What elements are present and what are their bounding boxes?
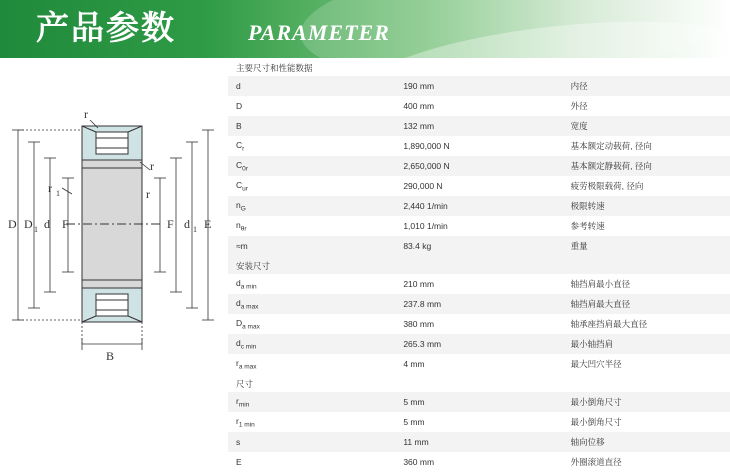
row-description: 最小倒角尺寸 bbox=[563, 412, 730, 432]
table-row bbox=[228, 236, 730, 256]
row-symbol: $r_{a max}$ bbox=[228, 354, 395, 374]
row-description: 轴挡肩最小直径 bbox=[563, 274, 730, 294]
row-value: 360 mm bbox=[395, 452, 562, 472]
row-symbol: $d_{c min}$ bbox=[228, 334, 395, 354]
row-value: 5 mm bbox=[395, 392, 562, 412]
row-value: 132 mm bbox=[395, 116, 562, 136]
row-value: 210 mm bbox=[395, 274, 562, 294]
label-E: E bbox=[204, 217, 212, 231]
row-description: 最小轴挡肩 bbox=[563, 334, 730, 354]
table-row bbox=[228, 314, 730, 334]
svg-text:1: 1 bbox=[193, 225, 197, 234]
row-value: 237.8 mm bbox=[395, 294, 562, 314]
section-header-mounting bbox=[228, 256, 730, 274]
row-description: 外圈滚道直径 bbox=[563, 452, 730, 472]
table-row bbox=[228, 76, 730, 96]
row-value: 380 mm bbox=[395, 314, 562, 334]
row-value: 5 mm bbox=[395, 412, 562, 432]
row-symbol: E bbox=[228, 452, 395, 472]
row-symbol: d bbox=[228, 76, 395, 96]
row-description: 最大凹穴半径 bbox=[563, 354, 730, 374]
table-row bbox=[228, 392, 730, 412]
row-value: 11 mm bbox=[395, 432, 562, 452]
row-symbol: $D_{a max}$ bbox=[228, 314, 395, 334]
table-row bbox=[228, 294, 730, 314]
row-value: 1,010 1/min bbox=[395, 216, 562, 236]
section-header-main bbox=[228, 58, 730, 76]
table-row bbox=[228, 432, 730, 452]
label-B: B bbox=[106, 349, 115, 363]
row-description: 宽度 bbox=[563, 116, 730, 136]
page-title-en: PARAMETER bbox=[248, 20, 390, 45]
table-row bbox=[228, 156, 730, 176]
row-symbol: $r_{1 min}$ bbox=[228, 412, 395, 432]
row-description: 极限转速 bbox=[563, 196, 730, 216]
row-symbol: $C_{0r}$ bbox=[228, 156, 395, 176]
section-title-dimensions: 尺寸 bbox=[228, 374, 730, 392]
label-r-top: r bbox=[84, 107, 88, 121]
section-title-mounting: 安装尺寸 bbox=[228, 256, 730, 274]
row-symbol: $C_{ur}$ bbox=[228, 176, 395, 196]
bearing-drawing-svg bbox=[0, 58, 228, 475]
row-value: 4 mm bbox=[395, 354, 562, 374]
row-description: 参考转速 bbox=[563, 216, 730, 236]
row-symbol: $C_r$ bbox=[228, 136, 395, 156]
row-value: 1,890,000 N bbox=[395, 136, 562, 156]
row-symbol: B bbox=[228, 116, 395, 136]
row-value: 290,000 N bbox=[395, 176, 562, 196]
svg-text:1: 1 bbox=[56, 189, 60, 198]
row-description: 轴向位移 bbox=[563, 432, 730, 452]
row-description: 疲劳极限载荷, 径向 bbox=[563, 176, 730, 196]
label-d1: d bbox=[184, 217, 190, 231]
table-row bbox=[228, 452, 730, 472]
table-row bbox=[228, 96, 730, 116]
page-banner bbox=[0, 0, 730, 58]
label-r-right: r bbox=[150, 159, 154, 173]
row-value: 2,650,000 N bbox=[395, 156, 562, 176]
spec-table bbox=[228, 58, 730, 472]
row-value: 400 mm bbox=[395, 96, 562, 116]
row-value: 83.4 kg bbox=[395, 236, 562, 256]
label-d: d bbox=[44, 217, 50, 231]
row-description: 轴挡肩最大直径 bbox=[563, 294, 730, 314]
label-D: D bbox=[8, 217, 17, 231]
row-symbol: D bbox=[228, 96, 395, 116]
label-F2: F bbox=[167, 217, 174, 231]
row-value: 2,440 1/min bbox=[395, 196, 562, 216]
row-symbol: $n_{\theta r}$ bbox=[228, 216, 395, 236]
label-D1: D bbox=[24, 217, 33, 231]
row-value: 190 mm bbox=[395, 76, 562, 96]
row-symbol: $n_G$ bbox=[228, 196, 395, 216]
row-symbol: s bbox=[228, 432, 395, 452]
section-header-dimensions bbox=[228, 374, 730, 392]
row-description: 内径 bbox=[563, 76, 730, 96]
bearing-technical-drawing bbox=[0, 58, 228, 475]
table-row bbox=[228, 354, 730, 374]
table-row bbox=[228, 116, 730, 136]
row-value: 265.3 mm bbox=[395, 334, 562, 354]
row-symbol: $d_{a max}$ bbox=[228, 294, 395, 314]
row-description: 轴承座挡肩最大直径 bbox=[563, 314, 730, 334]
page-content bbox=[0, 58, 730, 475]
row-description: 外径 bbox=[563, 96, 730, 116]
spec-table-container bbox=[228, 58, 730, 475]
row-symbol: ≈m bbox=[228, 236, 395, 256]
row-symbol: $r_{min}$ bbox=[228, 392, 395, 412]
table-row bbox=[228, 274, 730, 294]
row-description: 重量 bbox=[563, 236, 730, 256]
table-row bbox=[228, 136, 730, 156]
table-row bbox=[228, 334, 730, 354]
row-description: 基本额定动载荷, 径向 bbox=[563, 136, 730, 156]
table-row bbox=[228, 216, 730, 236]
table-row bbox=[228, 176, 730, 196]
label-r-inner: r bbox=[146, 187, 150, 201]
section-title-main: 主要尺寸和性能数据 bbox=[228, 58, 730, 76]
table-row bbox=[228, 196, 730, 216]
row-description: 基本额定静载荷, 径向 bbox=[563, 156, 730, 176]
label-r1: r bbox=[48, 181, 52, 195]
page-title-cn: 产品参数 bbox=[36, 9, 176, 46]
row-description: 最小倒角尺寸 bbox=[563, 392, 730, 412]
label-F: F bbox=[62, 217, 69, 231]
svg-text:1: 1 bbox=[34, 225, 38, 234]
table-row bbox=[228, 412, 730, 432]
row-symbol: $d_{a min}$ bbox=[228, 274, 395, 294]
